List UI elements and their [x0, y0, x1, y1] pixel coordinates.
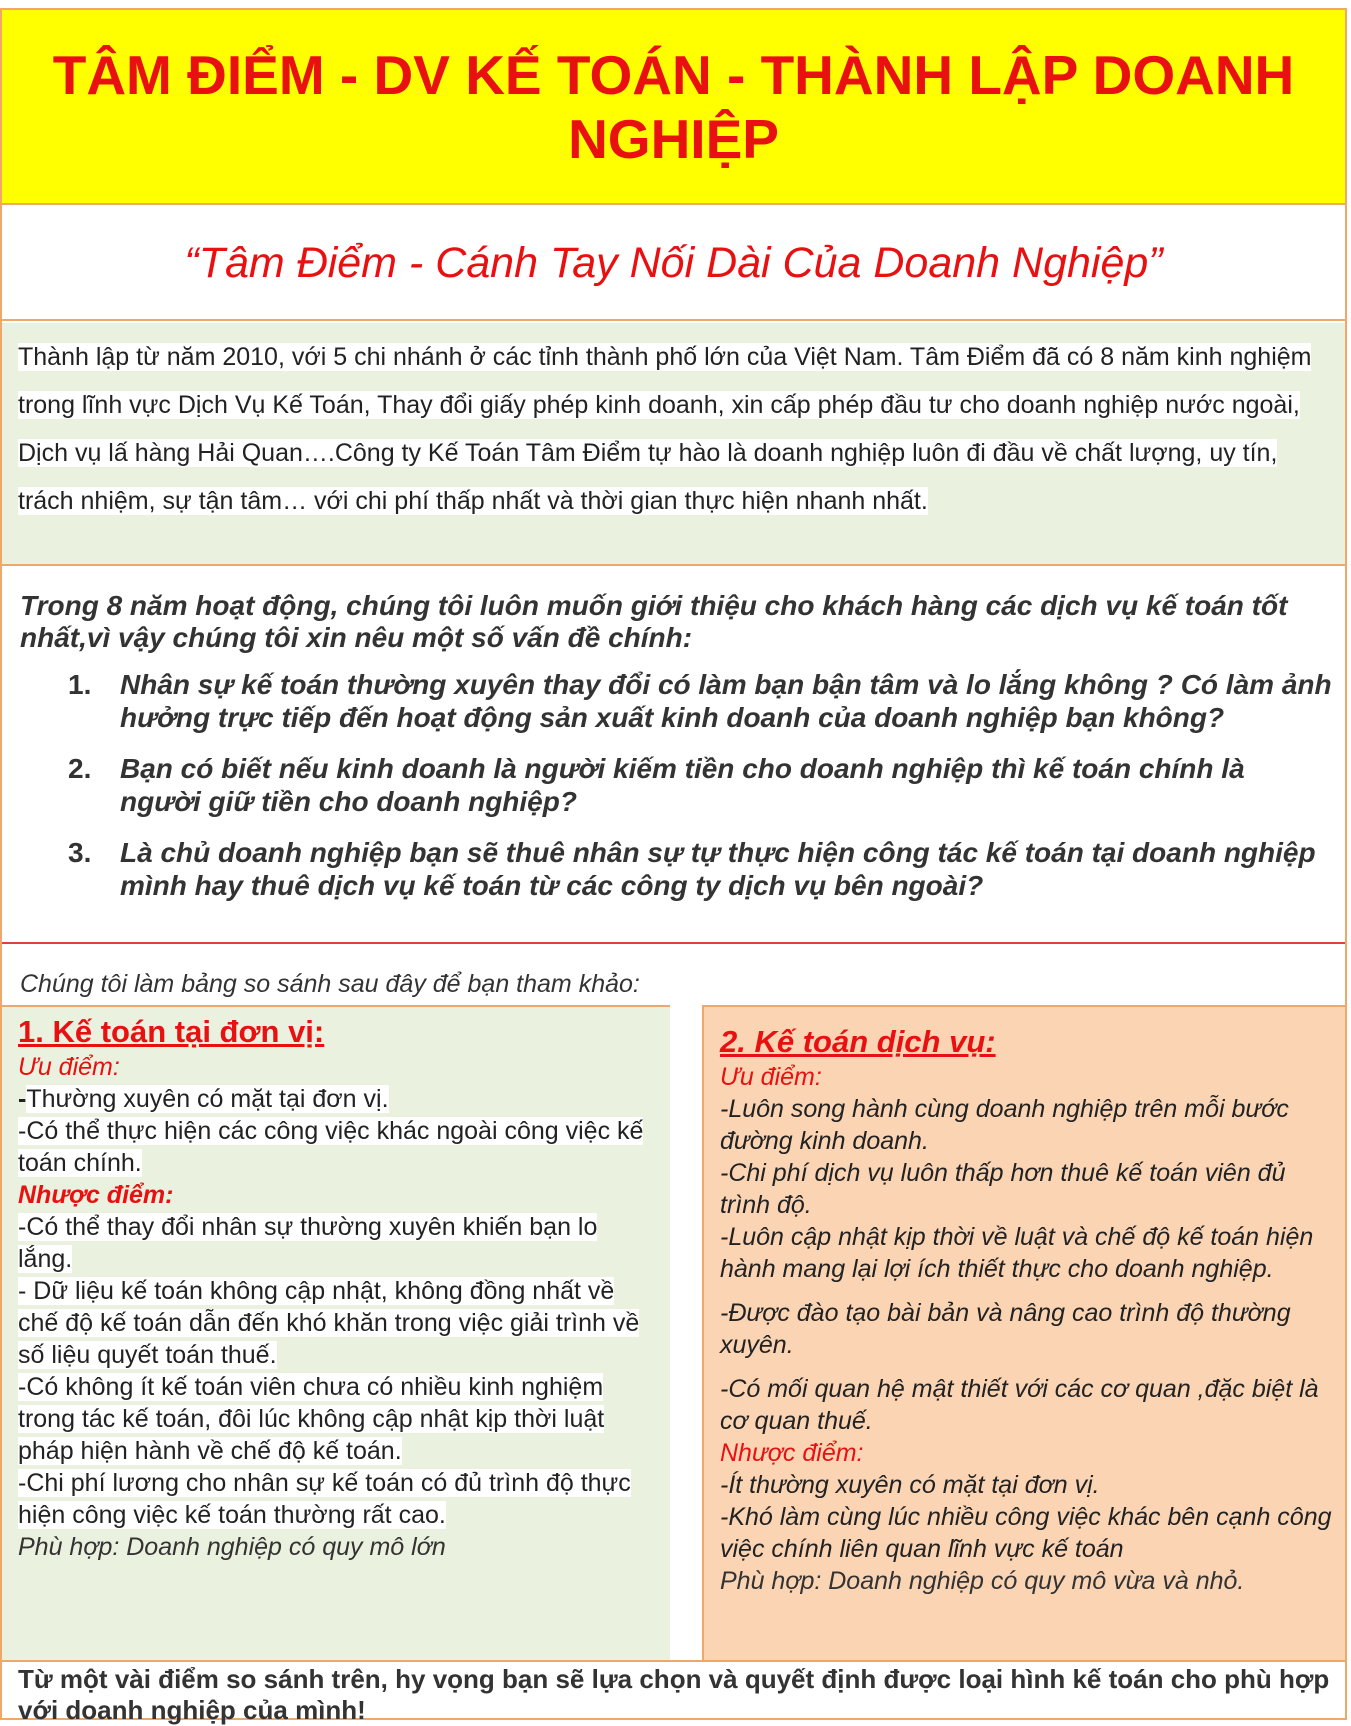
question-text: Bạn có biết nếu kinh doanh là người kiếm tiền cho doanh nghiệp thì kế toán chính là người giữ tiền cho doanh nghiệp? [120, 753, 1245, 817]
slogan-row [2, 207, 1345, 321]
pros-label: Ưu điểm: [18, 1053, 120, 1081]
column-title: 1. Kế toán tại đơn vị: [18, 1014, 325, 1049]
compare-column-service [702, 1005, 1345, 1660]
question-item-2 [20, 752, 1333, 818]
question-text: Là chủ doanh nghiệp bạn sẽ thuê nhân sự tự thực hiện công tác kế toán tại doanh nghiệp mình hay thuê dịch vụ kế toán từ các công ty dịch vụ bên ngoài? [120, 837, 1316, 901]
title-banner [2, 10, 1345, 205]
cons-label: Nhược điểm: [18, 1181, 174, 1209]
fit-note: Phù hợp: Doanh nghiệp có quy mô vừa và nhỏ. [720, 1567, 1245, 1595]
page-title: TÂM ĐIỂM - DV KẾ TOÁN - THÀNH LẬP DOANH NGHIỆP [52, 43, 1295, 170]
question-item-1 [20, 668, 1333, 734]
cons-item: -Ít thường xuyên có mặt tại đơn vị. [720, 1471, 1100, 1499]
question-number: 3. [68, 837, 92, 868]
pros-dash: - [18, 1085, 27, 1113]
cons-item: -Có không ít kế toán viên chưa có nhiều kinh nghiệm trong tác kế toán, đôi lúc không cập nhật kịp thời luật pháp hiện hành về chế độ kế toán. [18, 1373, 605, 1465]
cons-item: -Khó làm cùng lúc nhiều công việc khác bên cạnh công việc chính liên quan lĩnh vực kế toán [720, 1503, 1332, 1563]
fit-note: Phù hợp: Doanh nghiệp có quy mô lớn [18, 1533, 446, 1561]
question-item-3 [20, 836, 1333, 902]
questions-list [20, 668, 1333, 902]
pros-label: Ưu điểm: [720, 1063, 822, 1091]
pros-item: -Luôn cập nhật kịp thời về luật và chế độ kế toán hiện hành mang lại lợi ích thiết thực cho doanh nghiệp. [720, 1223, 1314, 1283]
cons-item: -Chi phí lương cho nhân sự kế toán có đủ trình độ thực hiện công việc kế toán thường rất cao. [18, 1469, 631, 1529]
compare-column-in-house [2, 1005, 670, 1660]
pros-item: -Được đào tạo bài bản và nâng cao trình độ thường xuyên. [720, 1299, 1291, 1359]
cons-item: - Dữ liệu kế toán không cập nhật, không đồng nhất về chế độ kế toán dẫn đến khó khăn trong việc giải trình về số liệu quyết toán thuế. [18, 1277, 640, 1369]
cons-item: -Có thể thay đổi nhân sự thường xuyên khiến bạn lo lắng. [18, 1213, 598, 1273]
question-number: 2. [68, 753, 92, 784]
intro-section [2, 323, 1345, 566]
slogan: “Tâm Điểm - Cánh Tay Nối Dài Của Doanh Nghiệp” [184, 238, 1163, 287]
compare-intro: Chúng tôi làm bảng so sánh sau đây để bạn tham khảo: [20, 970, 640, 998]
cons-label: Nhược điểm: [720, 1439, 864, 1467]
pros-item: -Có thể thực hiện các công việc khác ngoài công việc kế toán chính. [18, 1117, 644, 1177]
intro-paragraph: Thành lập từ năm 2010, với 5 chi nhánh ở các tỉnh thành phố lớn của Việt Nam. Tâm Điểm đã có 8 năm kinh nghiệm trong lĩnh vực Dịch Vụ Kế Toán, Thay đổi giấy phép kinh doanh, xin cấp phép đầu tư cho doanh nghiệp nước ngoài, Dịch vụ lấ hàng Hải Quan….Công ty Kế Toán Tâm Điểm tự hào là doanh nghiệp luôn đi đầu về chất lượng, uy tín, trách nhiệm, sự tận tâm… với chi phí thấp nhất và thời gian thực hiện nhanh nhất. [18, 343, 1312, 515]
column-title: 2. Kế toán dịch vụ: [720, 1024, 996, 1059]
question-number: 1. [68, 669, 92, 700]
questions-lead: Trong 8 năm hoạt động, chúng tôi luôn muốn giới thiệu cho khách hàng các dịch vụ kế toán tốt nhất,vì vậy chúng tôi xin nêu một số vấn đề chính: [20, 590, 1288, 653]
pros-item: -Luôn song hành cùng doanh nghiệp trên mỗi bước đường kinh doanh. [720, 1095, 1289, 1155]
pros-item: -Chi phí dịch vụ luôn thấp hơn thuê kế toán viên đủ trình độ. [720, 1159, 1286, 1219]
questions-section [2, 568, 1345, 944]
question-text: Nhân sự kế toán thường xuyên thay đổi có làm bạn bận tâm và lo lắng không ? Có làm ảnh hưởng trực tiếp đến hoạt động sản xuất kinh doanh của doanh nghiệp bạn không? [120, 669, 1332, 733]
document-frame [0, 8, 1347, 1725]
conclusion: Từ một vài điểm so sánh trên, hy vọng bạn sẽ lựa chọn và quyết định được loại hình kế toán cho phù hợp với doanh nghiệp của mình! [2, 1660, 1345, 1722]
pros-item: -Có mối quan hệ mật thiết với các cơ quan ,đặc biệt là cơ quan thuế. [720, 1375, 1319, 1435]
pros-item: -Thường xuyên có mặt tại đơn vị. [18, 1085, 389, 1113]
